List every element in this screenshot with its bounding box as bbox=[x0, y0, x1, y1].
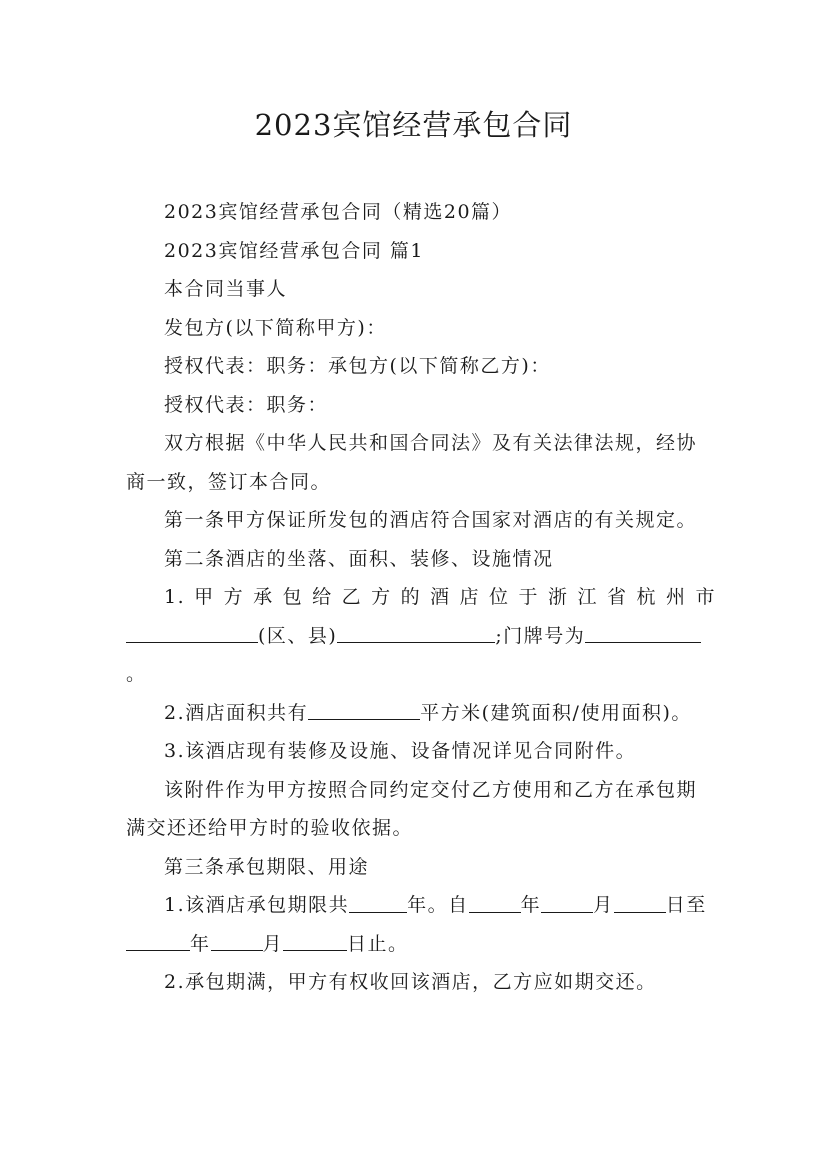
blank-start-day bbox=[614, 892, 666, 913]
paragraph-article-2: 第二条酒店的坐落、面积、装修、设施情况 bbox=[164, 547, 554, 570]
clause-3-1-seg-c: 月 bbox=[593, 894, 614, 916]
blank-street bbox=[337, 622, 495, 643]
paragraph-representative-1: 授权代表：职务：承包方(以下简称乙方)： bbox=[164, 355, 551, 377]
clause-3-1-seg-a: 年。自 bbox=[407, 894, 469, 916]
blank-term-years bbox=[349, 892, 407, 913]
blank-area bbox=[308, 699, 420, 720]
clause-2-1-line2 bbox=[126, 617, 716, 694]
blank-end-month bbox=[211, 930, 263, 951]
blank-start-year bbox=[469, 892, 521, 913]
clause-2-1-text: 1.甲方承包给乙方的酒店位于浙江省杭州市 bbox=[164, 586, 716, 608]
paragraph-subtitle: 2023宾馆经营承包合同（精选20篇） bbox=[164, 201, 513, 223]
clause-3-2: 2.承包期满，甲方有权收回该酒店，乙方应如期交还。 bbox=[164, 971, 657, 993]
paragraph-party-a: 发包方(以下简称甲方)： bbox=[164, 316, 387, 339]
clause-3-1-prefix: 1.该酒店承包期限共 bbox=[164, 894, 350, 916]
clause-2-1-end: 。 bbox=[126, 663, 147, 685]
clause-3-1-seg-e: 年 bbox=[190, 932, 211, 955]
clause-3-1-seg-f: 月 bbox=[262, 932, 284, 955]
paragraph-article-3: 第三条承包期限、用途 bbox=[164, 855, 370, 878]
clause-2-3-note: 该附件作为甲方按照合同约定交付乙方使用和乙方在承包期满交还还给甲方时的验收依据。 bbox=[126, 778, 698, 839]
blank-end-year bbox=[126, 930, 190, 951]
clause-2-1-line1 bbox=[126, 578, 716, 617]
clause-2-2-prefix: 2.酒店面积共有 bbox=[164, 701, 309, 724]
blank-district bbox=[126, 622, 258, 643]
paragraph-representative-2: 授权代表：职务： bbox=[164, 393, 329, 416]
clause-3-1-seg-d: 日至 bbox=[665, 894, 707, 916]
blank-start-month bbox=[541, 892, 593, 913]
clause-2-2-suffix: 平方米(建筑面积/使用面积)。 bbox=[420, 701, 692, 724]
document-body bbox=[126, 193, 716, 1002]
clause-2-1-number-label: ;门牌号为 bbox=[495, 624, 586, 647]
document-title: 2023宾馆经营承包合同 bbox=[254, 108, 573, 142]
paragraph-parties: 本合同当事人 bbox=[164, 278, 288, 300]
clause-2-1-district-label: (区、县) bbox=[258, 624, 338, 647]
clause-2-2 bbox=[126, 694, 716, 733]
blank-house-number bbox=[585, 622, 701, 643]
paragraph-preamble: 双方根据《中华人民共和国合同法》及有关法律法规，经协商一致，签订本合同。 bbox=[126, 432, 698, 493]
clause-3-1-seg-g: 日止。 bbox=[347, 932, 409, 955]
clause-2-3: 3.该酒店现有装修及设施、设备情况详见合同附件。 bbox=[164, 740, 637, 762]
clause-3-1 bbox=[126, 886, 716, 963]
paragraph-section-heading: 2023宾馆经营承包合同 篇1 bbox=[164, 239, 424, 262]
blank-end-day bbox=[283, 930, 347, 951]
clause-3-1-seg-b: 年 bbox=[520, 894, 542, 916]
paragraph-article-1: 第一条甲方保证所发包的酒店符合国家对酒店的有关规定。 bbox=[164, 509, 698, 531]
